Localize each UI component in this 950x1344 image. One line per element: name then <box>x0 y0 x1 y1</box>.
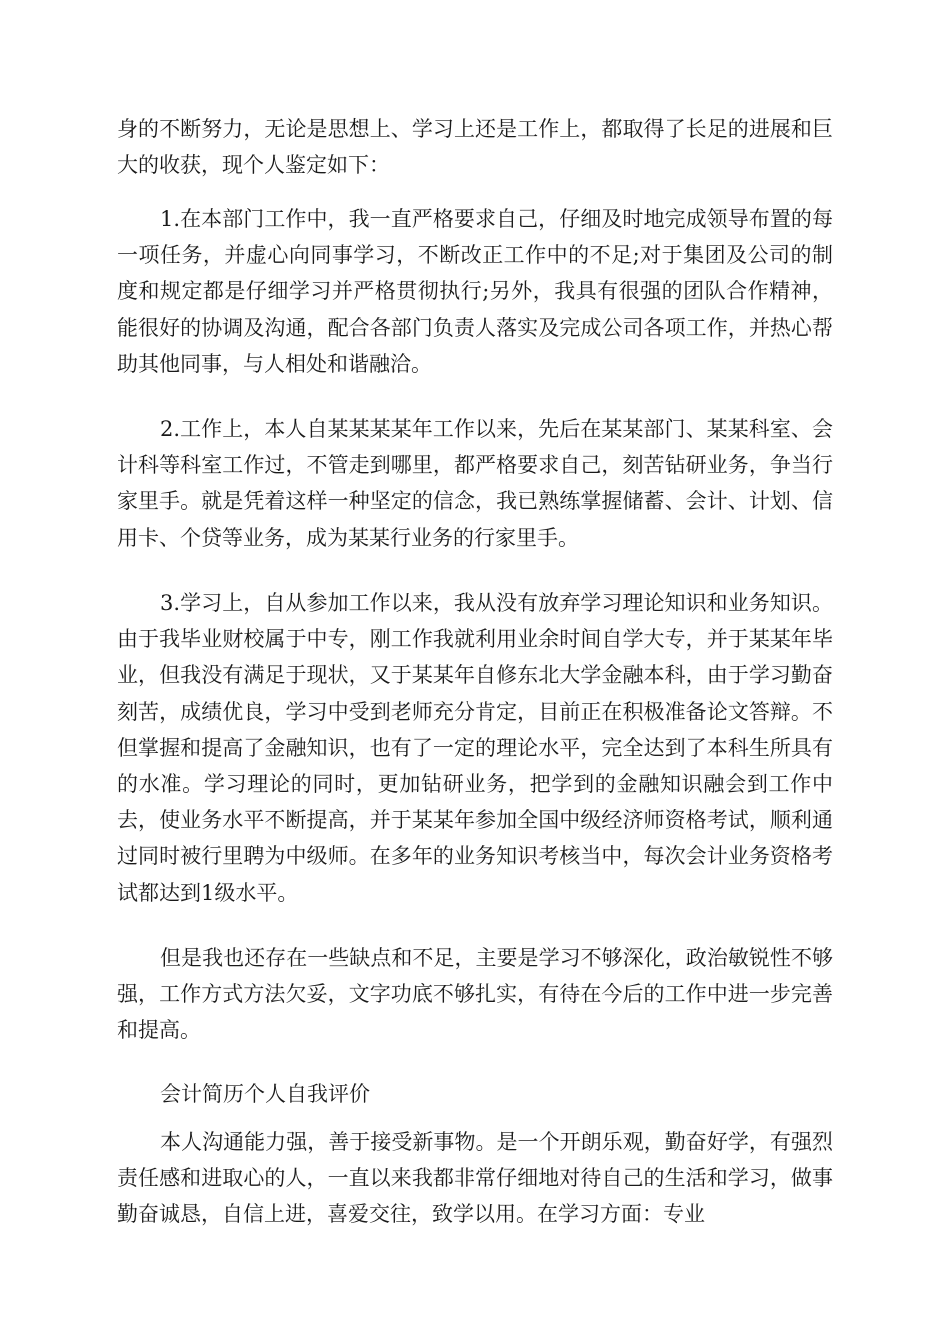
paragraph-self-evaluation: 本人沟通能力强，善于接受新事物。是一个开朗乐观，勤奋好学，有强烈责任感和进取心的人，一直以来我都非常仔细地对待自己的生活和学习，做事勤奋诚恳，自信上进，喜爱交往，致学以用。在学习方面：专业 <box>117 1130 833 1227</box>
paragraph-item-2: 2.工作上，本人自某某某某年工作以来，先后在某某部门、某某科室、会计科等科室工作过，不管走到哪里，都严格要求自己，刻苦钻研业务，争当行家里手。就是凭着这样一种坚定的信念，我已熟练掌握储蓄、会计、计划、信用卡、个贷等业务，成为某某行业务的行家里手。 <box>117 417 833 550</box>
section-heading: 会计简历个人自我评价 <box>160 1082 370 1106</box>
paragraph-shortcomings: 但是我也还存在一些缺点和不足，主要是学习不够深化，政治敏锐性不够强，工作方式方法欠妥，文字功底不够扎实，有待在今后的工作中进一步完善和提高。 <box>117 946 833 1043</box>
paragraph-continuation: 身的不断努力，无论是思想上、学习上还是工作上，都取得了长足的进展和巨大的收获，现个人鉴定如下： <box>117 117 833 178</box>
paragraph-item-1: 1.在本部门工作中，我一直严格要求自己，仔细及时地完成领导布置的每一项任务，并虚心向同事学习，不断改正工作中的不足;对于集团及公司的制度和规定都是仔细学习并严格贯彻执行;另外，我具有很强的团队合作精神，能很好的协调及沟通，配合各部门负责人落实及完成公司各项工作，并热心帮助其他同事，与人相处和谐融洽。 <box>117 207 833 376</box>
paragraph-item-3: 3.学习上，自从参加工作以来，我从没有放弃学习理论知识和业务知识。由于我毕业财校属于中专，刚工作我就利用业余时间自学大专，并于某某年毕业，但我没有满足于现状，又于某某年自修东北大学金融本科，由于学习勤奋刻苦，成绩优良，学习中受到老师充分肯定，目前正在积极准备论文答辩。不但掌握和提高了金融知识，也有了一定的理论水平，完全达到了本科生所具有的水准。学习理论的同时，更加钻研业务，把学到的金融知识融会到工作中去，使业务水平不断提高，并于某某年参加全国中级经济师资格考试，顺利通过同时被行里聘为中级师。在多年的业务知识考核当中，每次会计业务资格考试都达到1级水平。 <box>117 591 833 905</box>
